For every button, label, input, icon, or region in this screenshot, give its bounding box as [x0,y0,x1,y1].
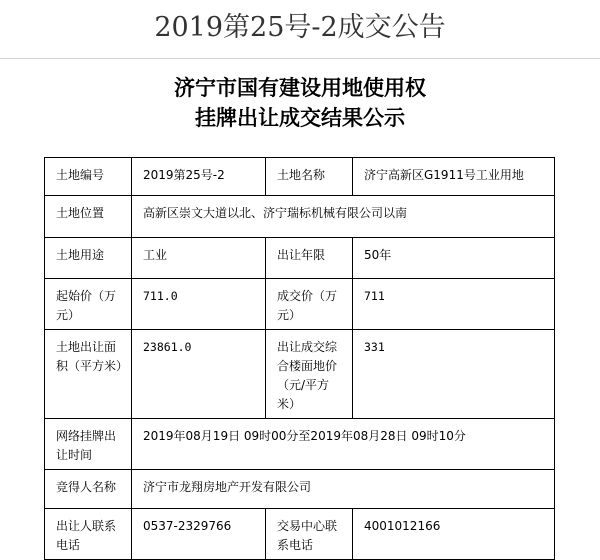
table-row [45,470,555,509]
table-row [45,196,555,238]
page-title: 2019第25号-2成交公告 [154,12,446,43]
seller-phone-value: 0537-2329766 [132,509,266,560]
land-number-value: 2019第25号-2 [132,158,266,196]
table-row [45,509,555,560]
floor-price-label: 出让成交综合楼面地价（元/平方米） [266,330,353,419]
seller-phone-label: 出让人联系电话 [45,509,132,560]
term-value: 50年 [353,238,555,279]
deal-price-label: 成交价（万元） [266,279,353,330]
land-name-value: 济宁高新区G1911号工业用地 [353,158,555,196]
usage-label: 土地用途 [45,238,132,279]
center-phone-value: 4001012166 [353,509,555,560]
location-value: 高新区崇文大道以北、济宁瑞标机械有限公司以南 [132,196,555,238]
table-row [45,330,555,419]
heading-line-2: 挂牌出让成交结果公示 [195,105,405,130]
area-label: 土地出让面积（平方米） [45,330,132,419]
area-value: 23861.0 [132,330,266,419]
usage-value: 工业 [132,238,266,279]
table-row [45,238,555,279]
start-price-label: 起始价（万元） [45,279,132,330]
location-label: 土地位置 [45,196,132,238]
online-time-label: 网络挂牌出让时间 [45,419,132,470]
table-row [45,419,555,470]
online-time-value: 2019年08月19日 09时00分至2019年08月28日 09时10分 [132,419,555,470]
center-phone-label: 交易中心联系电话 [266,509,353,560]
start-price-value: 711.0 [132,279,266,330]
land-info-table [44,157,555,560]
deal-price-value: 711 [353,279,555,330]
heading-line-1: 济宁市国有建设用地使用权 [174,75,426,100]
table-row [45,158,555,196]
winner-value: 济宁市龙翔房地产开发有限公司 [132,470,555,509]
announcement-heading [0,73,600,133]
floor-price-value: 331 [353,330,555,419]
title-divider [0,58,600,59]
land-number-label: 土地编号 [45,158,132,196]
term-label: 出让年限 [266,238,353,279]
table-row [45,279,555,330]
winner-label: 竞得人名称 [45,470,132,509]
land-name-label: 土地名称 [266,158,353,196]
